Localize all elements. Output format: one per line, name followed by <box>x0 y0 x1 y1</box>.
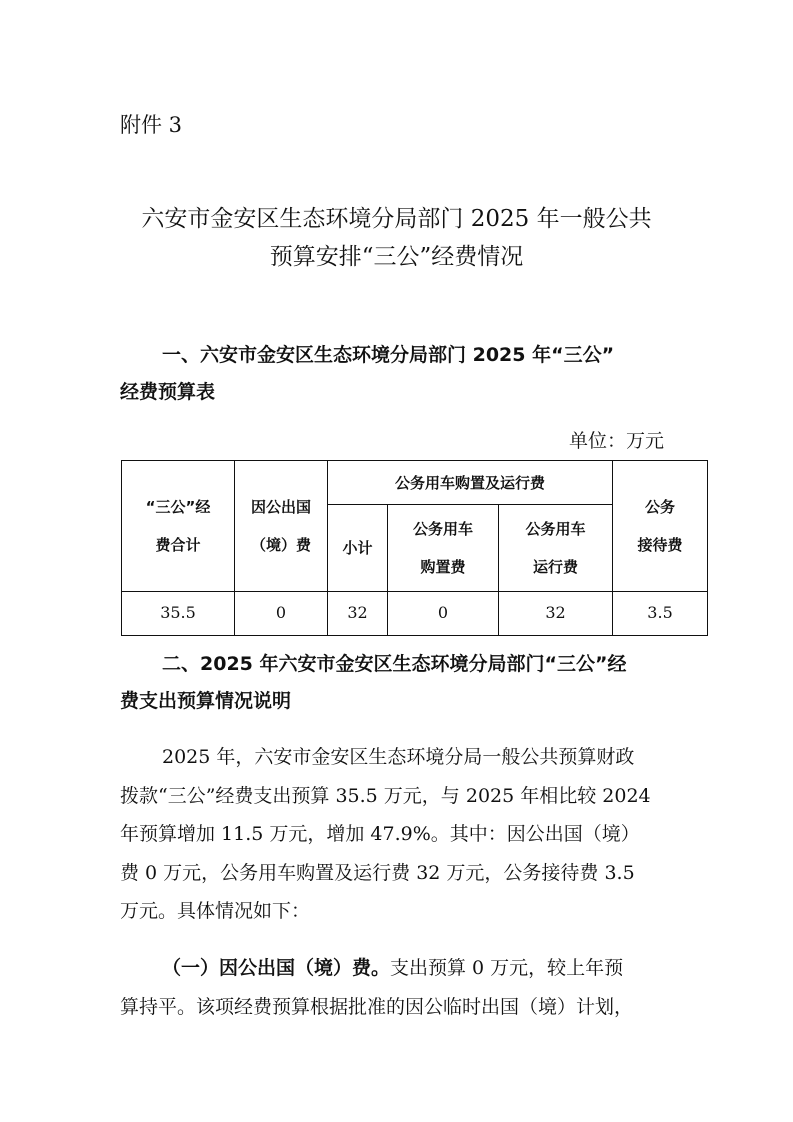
header-reception-line-1: 公务 <box>645 497 676 516</box>
paragraph-line-2: 拨款“三公”经费支出预算 35.5 万元，与 2025 年相比较 2024 <box>120 785 651 807</box>
value-abroad: 0 <box>235 591 328 635</box>
header-purchase-line-2: 购置费 <box>420 557 466 576</box>
header-operation-line-1: 公务用车 <box>525 519 586 538</box>
header-total-line-1: “三公”经 <box>145 497 211 516</box>
subsection-heading: （一）因公出国（境）费。 <box>162 957 391 979</box>
header-subtotal: 小计 <box>328 505 388 592</box>
table-row <box>122 591 708 635</box>
value-purchase: 0 <box>388 591 499 635</box>
header-total <box>122 461 235 592</box>
attachment-label: 附件 3 <box>120 113 183 137</box>
header-abroad-line-2: （境）费 <box>250 535 311 554</box>
header-total-line-2: 费合计 <box>155 535 201 554</box>
section-1-heading-line-2: 经费预算表 <box>120 381 216 403</box>
section-2-heading-line-2: 费支出预算情况说明 <box>120 690 292 712</box>
paragraph-line-7: 算持平。该项经费预算根据批准的因公临时出国（境）计划， <box>120 996 634 1018</box>
value-subtotal: 32 <box>328 591 388 635</box>
value-operation: 32 <box>499 591 613 635</box>
header-reception-line-2: 接待费 <box>637 535 683 554</box>
header-operation <box>499 505 613 592</box>
paragraph-line-3: 年预算增加 11.5 万元，增加 47.9%。其中：因公出国（境） <box>120 823 640 845</box>
paragraph-line-1: 2025 年，六安市金安区生态环境分局一般公共预算财政 <box>162 746 635 768</box>
header-abroad-line-1: 因公出国 <box>250 497 311 516</box>
header-purchase <box>388 505 499 592</box>
document-title-line-1: 六安市金安区生态环境分局部门 2025 年一般公共 <box>141 206 652 232</box>
section-1-heading-line-1: 一、六安市金安区生态环境分局部门 2025 年“三公” <box>162 344 615 366</box>
paragraph-line-4: 费 0 万元，公务用车购置及运行费 32 万元，公务接待费 3.5 <box>120 862 635 884</box>
value-reception: 3.5 <box>613 591 708 635</box>
header-reception <box>613 461 708 592</box>
paragraph-line-6-text: 支出预算 0 万元，较上年预 <box>390 957 624 979</box>
header-abroad <box>235 461 328 592</box>
unit-label: 单位：万元 <box>569 430 665 452</box>
paragraph-line-6 <box>162 953 623 980</box>
section-2-heading-line-1: 二、2025 年六安市金安区生态环境分局部门“三公”经 <box>162 653 627 675</box>
header-vehicle-group: 公务用车购置及运行费 <box>328 461 613 505</box>
budget-table <box>121 460 708 636</box>
header-purchase-line-1: 公务用车 <box>412 519 473 538</box>
paragraph-line-5: 万元。具体情况如下： <box>120 900 311 922</box>
value-total: 35.5 <box>122 591 235 635</box>
header-operation-line-2: 运行费 <box>533 557 579 576</box>
document-title-line-2: 预算安排“三公”经费情况 <box>269 244 524 270</box>
